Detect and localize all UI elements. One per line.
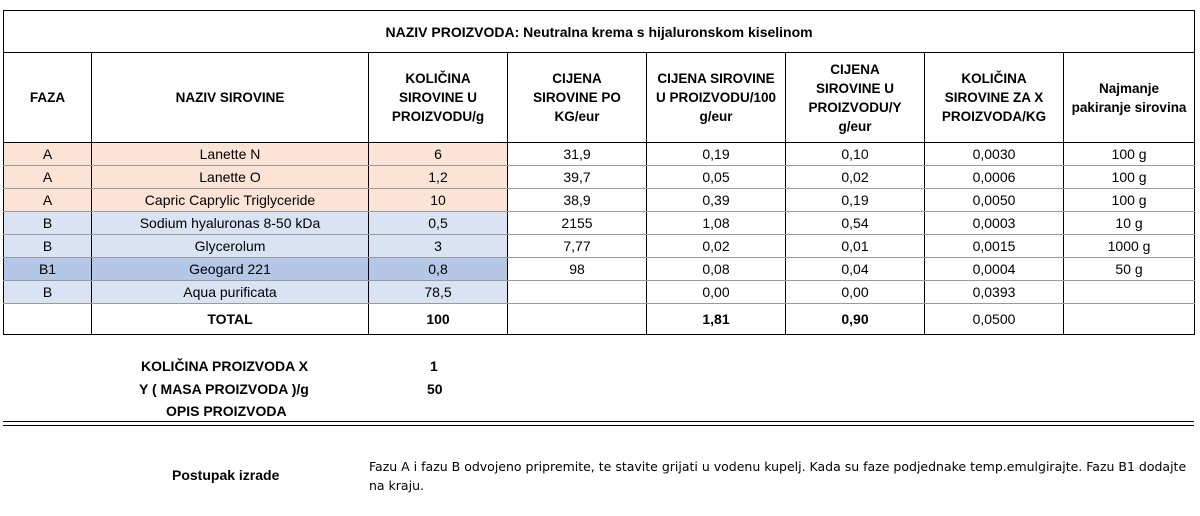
table-row <box>4 235 1195 258</box>
cell-cijena-kg: 31,9 <box>508 143 647 166</box>
cell-cijena-yg: 0,54 <box>786 212 925 235</box>
x-value: 1 <box>430 358 438 374</box>
cell-kolicina: 78,5 <box>369 281 508 304</box>
cell-cijena-kg: 38,9 <box>508 189 647 212</box>
cell-kolicina-x: 0,0030 <box>925 143 1064 166</box>
cell-cijena-yg: 0,01 <box>786 235 925 258</box>
cell-faza: B <box>4 281 92 304</box>
cell-cijena-100g: 1,08 <box>647 212 786 235</box>
cell-kolicina: 3 <box>369 235 508 258</box>
cell-pakiranje: 100 g <box>1064 166 1195 189</box>
header-kolicina: KOLIČINA SIROVINE U PROIZVODU/g <box>369 53 508 143</box>
cell-kolicina-x: 0,0004 <box>925 258 1064 281</box>
table-row <box>4 143 1195 166</box>
cell-kolicina: 10 <box>369 189 508 212</box>
cell-cijena-yg: 0,10 <box>786 143 925 166</box>
cell-faza: B <box>4 235 92 258</box>
header-faza: FAZA <box>4 53 92 143</box>
opis-label: OPIS PROIZVODA <box>166 403 287 419</box>
cell-kolicina: 0,5 <box>369 212 508 235</box>
cell-cijena-100g: 0,05 <box>647 166 786 189</box>
total-label: TOTAL <box>92 304 369 335</box>
cell-cijena-kg: 98 <box>508 258 647 281</box>
cell-faza: A <box>4 166 92 189</box>
cell-kolicina: 6 <box>369 143 508 166</box>
cell-cijena-100g: 0,02 <box>647 235 786 258</box>
cell-kolicina-x: 0,0015 <box>925 235 1064 258</box>
table-row <box>4 189 1195 212</box>
cell-naziv: Lanette N <box>92 143 369 166</box>
cell-faza: B1 <box>4 258 92 281</box>
cell-cijena-kg: 39,7 <box>508 166 647 189</box>
table-row <box>4 258 1195 281</box>
total-kolicina-x: 0,0500 <box>925 304 1064 335</box>
cell-pakiranje: 50 g <box>1064 258 1195 281</box>
cell-cijena-100g: 0,19 <box>647 143 786 166</box>
cell-kolicina-x: 0,0393 <box>925 281 1064 304</box>
cell-naziv: Lanette O <box>92 166 369 189</box>
header-kolicina-x: KOLIČINA SIROVINE ZA X PROIZVODA/KG <box>925 53 1064 143</box>
cell-cijena-100g: 0,08 <box>647 258 786 281</box>
y-label: Y ( MASA PROIZVODA )/g <box>139 381 309 397</box>
cell-naziv: Glycerolum <box>92 235 369 258</box>
cell-kolicina: 0,8 <box>369 258 508 281</box>
cell-cijena-yg: 0,02 <box>786 166 925 189</box>
cell-cijena-yg: 0,00 <box>786 281 925 304</box>
title-row <box>4 11 1195 53</box>
cell-cijena-yg: 0,04 <box>786 258 925 281</box>
double-divider <box>3 421 1194 426</box>
cell-cijena-kg <box>508 281 647 304</box>
cell-naziv: Aqua purificata <box>92 281 369 304</box>
cell-cijena-kg: 7,77 <box>508 235 647 258</box>
cell-pakiranje: 10 g <box>1064 212 1195 235</box>
header-row <box>4 53 1195 143</box>
total-pakiranje <box>1064 304 1195 335</box>
cell-cijena-100g: 0,39 <box>647 189 786 212</box>
procedure-label: Postupak izrade <box>172 467 280 483</box>
cell-pakiranje: 100 g <box>1064 189 1195 212</box>
cell-kolicina-x: 0,0050 <box>925 189 1064 212</box>
cell-pakiranje <box>1064 281 1195 304</box>
total-row <box>4 304 1195 335</box>
cell-faza: A <box>4 189 92 212</box>
cell-kolicina-x: 0,0003 <box>925 212 1064 235</box>
cell-pakiranje: 100 g <box>1064 143 1195 166</box>
cell-naziv: Capric Caprylic Triglyceride <box>92 189 369 212</box>
x-label: KOLIČINA PROIZVODA X <box>141 358 308 374</box>
cell-naziv: Sodium hyaluronas 8-50 kDa <box>92 212 369 235</box>
header-cijena-100g: CIJENA SIROVINE U PROIZVODU/100 g/eur <box>647 53 786 143</box>
cell-cijena-100g: 0,00 <box>647 281 786 304</box>
product-title: NAZIV PROIZVODA: Neutralna krema s hijaluronskom kiselinom <box>4 11 1195 53</box>
header-naziv-sirovine: NAZIV SIROVINE <box>92 53 369 143</box>
header-pakiranje: Najmanje pakiranje sirovina <box>1064 53 1195 143</box>
cell-cijena-kg: 2155 <box>508 212 647 235</box>
recipe-table <box>3 10 1195 335</box>
total-cijena-yg: 0,90 <box>786 304 925 335</box>
cell-faza: A <box>4 143 92 166</box>
cell-pakiranje: 1000 g <box>1064 235 1195 258</box>
cell-cijena-yg: 0,19 <box>786 189 925 212</box>
total-faza <box>4 304 92 335</box>
y-value: 50 <box>427 381 443 397</box>
total-kolicina: 100 <box>369 304 508 335</box>
total-cijena-kg <box>508 304 647 335</box>
table-row <box>4 212 1195 235</box>
cell-kolicina: 1,2 <box>369 166 508 189</box>
cell-kolicina-x: 0,0006 <box>925 166 1064 189</box>
header-cijena-kg: CIJENA SIROVINE PO KG/eur <box>508 53 647 143</box>
procedure-text: Fazu A i fazu B odvojeno pripremite, te stavite grijati u vodenu kupelj. Kada su faze podjednake temp.emulgirajte. Fazu B1 dodajte na kraju. <box>369 459 1187 493</box>
table-row <box>4 281 1195 304</box>
cell-faza: B <box>4 212 92 235</box>
header-cijena-yg: CIJENA SIROVINE U PROIZVODU/Y g/eur <box>786 53 925 143</box>
table-row <box>4 166 1195 189</box>
cell-naziv: Geogard 221 <box>92 258 369 281</box>
total-cijena-100g: 1,81 <box>647 304 786 335</box>
